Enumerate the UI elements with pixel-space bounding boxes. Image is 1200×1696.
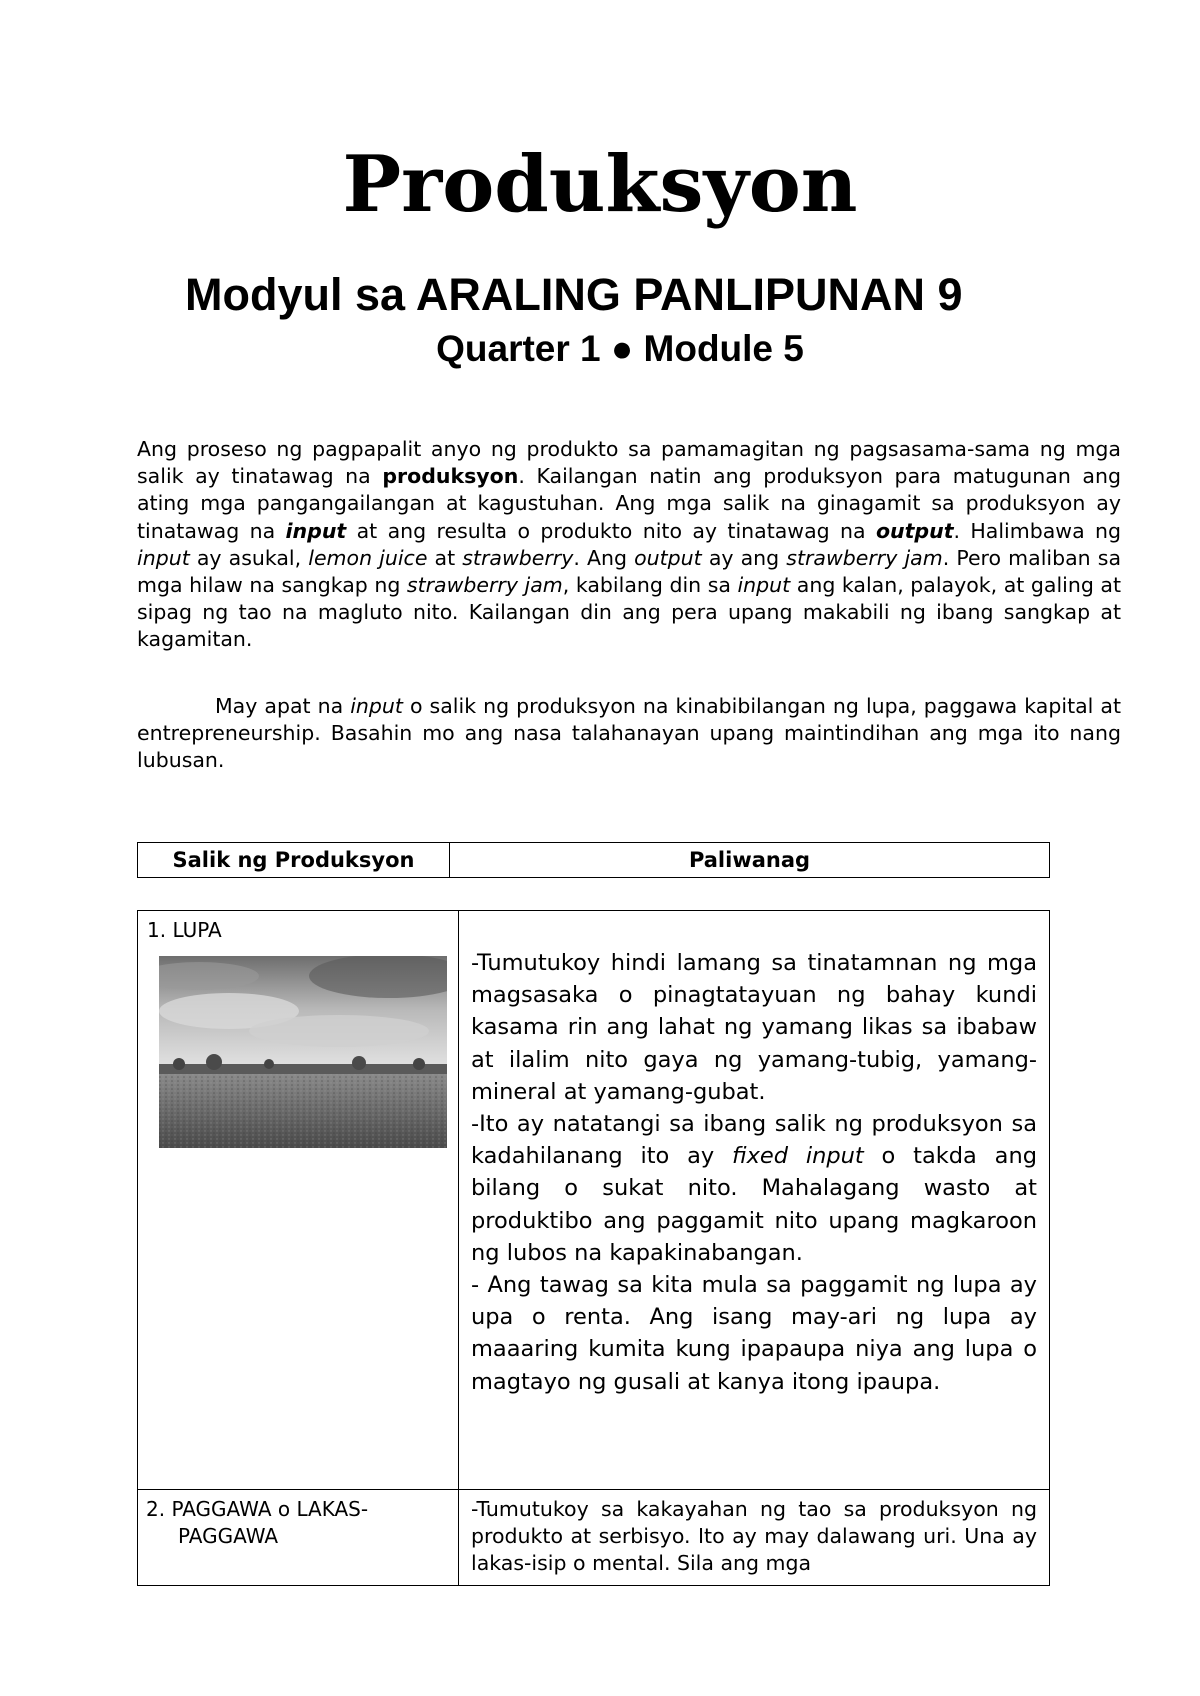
term-strawberry: strawberry: [462, 545, 574, 570]
text: at: [427, 545, 463, 570]
explanation-cell-lupa: [459, 911, 1050, 1490]
term-produksyon: produksyon: [382, 464, 519, 489]
text: . Kailangan natin ang produksyon para matugunan ang ating mga pangangailangan at kagustuhan. Ang mga salik na ginagamit sa produksyon ay tinatawag na: [137, 464, 1121, 543]
text: -Ito ay natatangi sa ibang salik ng produksyon sa kadahilanang ito ay: [471, 1111, 1037, 1170]
factor-line: PAGGAWA: [178, 1524, 279, 1548]
text: . Halimbawa ng: [953, 518, 1122, 543]
factor-line: 2. PAGGAWA o LAKAS-: [146, 1497, 369, 1521]
intro-paragraph-2: [137, 693, 1121, 775]
page-title: Produksyon: [342, 139, 858, 230]
text: Ang proseso ng pagpapalit anyo ng produkto sa pamamagitan ng pagsasama-sama ng mga salik ay tinatawag na: [137, 437, 1121, 489]
term-fixed-input: fixed input: [732, 1143, 864, 1170]
text: ay asukal,: [189, 545, 309, 570]
term-strawberry-jam: strawberry jam: [786, 545, 943, 570]
text: May apat na: [215, 694, 351, 718]
term-input: input: [137, 545, 190, 570]
term-output: output: [875, 518, 954, 543]
quarter-module-line: Quarter 1 ● Module 5: [436, 328, 804, 369]
factor-label-lupa: 1. LUPA: [147, 918, 222, 942]
term-input: input: [350, 694, 403, 718]
factor-label-paggawa: [138, 1490, 459, 1586]
text: o salik ng produksyon na kinabibilangan ng lupa, paggawa kapital at entrepreneurship. Basahin mo ang nasa talahanayan upang maintindihan ang mga ito nang lubusan.: [137, 694, 1121, 773]
column-header-paliwanag: Paliwanag: [450, 843, 1050, 878]
factors-table: [137, 910, 1050, 1586]
term-strawberry-jam: strawberry jam: [406, 573, 563, 598]
column-header-salik: Salik ng Produksyon: [138, 843, 450, 878]
intro-paragraph-1: [137, 436, 1121, 654]
field-landscape-photo: [159, 956, 447, 1148]
text: . Ang: [573, 545, 635, 570]
text: at ang resulta o produkto nito ay tinatawag na: [346, 518, 876, 543]
term-input: input: [737, 573, 791, 598]
explanation-text: -Tumutukoy hindi lamang sa tinatamnan ng mga magsasaka o pinagtatayuan ng bahay kundi kasama rin ang lahat ng yamang likas sa ibabaw at ilalim nito gaya ng yamang-tubig, yamang-mineral at yamang-gubat.: [471, 950, 1037, 1105]
factor-cell: [138, 911, 459, 1490]
module-subtitle: Modyul sa ARALING PANLIPUNAN 9: [185, 269, 963, 320]
table-row: [138, 911, 1050, 1490]
explanation-text: - Ang tawag sa kita mula sa paggamit ng lupa ay upa o renta. Ang isang may-ari ng lupa ay maaaring kumita kung ipapaupa niya ang lupa o magtayo ng gusali at kanya itong ipaupa.: [471, 1272, 1037, 1395]
table-row: [138, 1490, 1050, 1586]
term-lemon-juice: lemon juice: [308, 545, 428, 570]
text: , kabilang din sa: [562, 573, 738, 598]
explanation-cell-paggawa: -Tumutukoy sa kakayahan ng tao sa produksyon ng produkto at serbisyo. Ito ay may dalawang uri. Una ay lakas-isip o mental. Sila ang mga: [459, 1490, 1050, 1586]
explanation-text: [471, 1108, 1037, 1269]
table-header: [137, 842, 1050, 878]
text: . Pero maliban sa mga hilaw na sangkap ng: [137, 545, 1122, 598]
text: o takda ang bilang o sukat nito. Mahalagang wasto at produktibo ang paggamit nito upang magkaroon ng lubos na kapakinabangan.: [471, 1143, 1037, 1266]
text: ay ang: [701, 545, 787, 570]
term-input: input: [285, 518, 347, 543]
term-output: output: [634, 545, 702, 570]
text: ang kalan, palayok, at galing at sipag ng tao na magluto nito. Kailangan din ang pera upang makabili ng ibang sangkap at kagamitan.: [137, 573, 1121, 652]
